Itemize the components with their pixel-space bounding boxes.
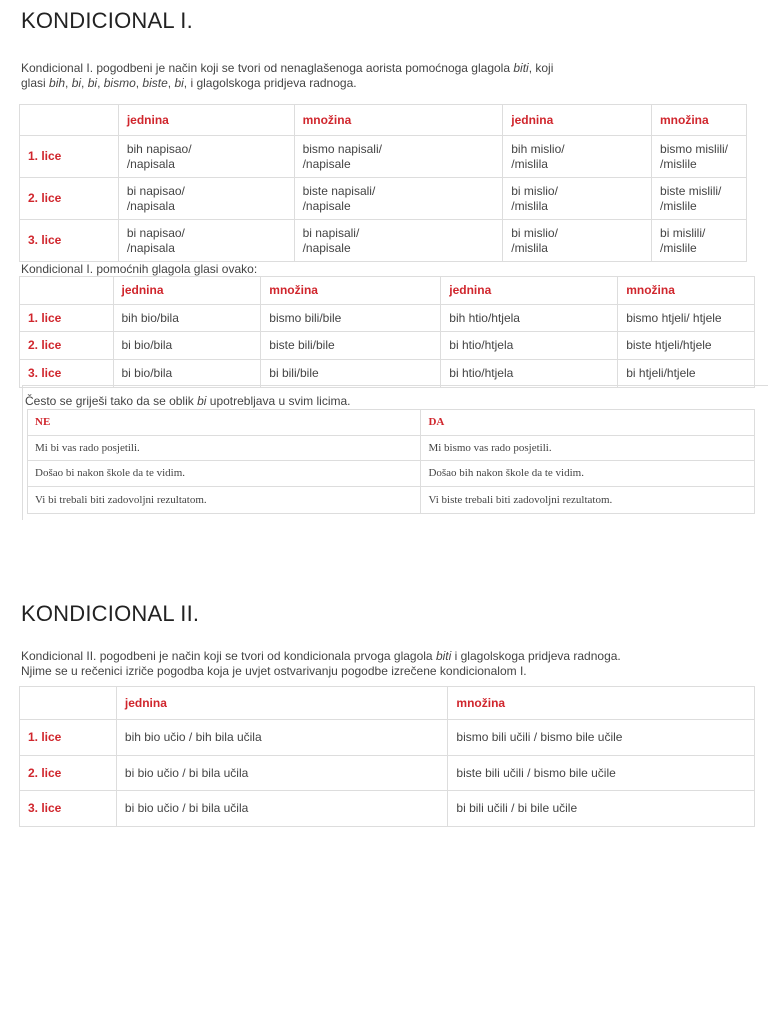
section-title-kondicional-1: KONDICIONAL I. [21, 8, 193, 33]
conjugation-table-biti-htjeti [19, 276, 755, 388]
table-header-row: jednina množina jednina množina [20, 277, 755, 305]
section-title-kondicional-2: KONDICIONAL II. [21, 601, 200, 626]
table-row: Vi bi trebali biti zadovoljni rezultatom. Vi biste trebali biti zadovoljni rezultatom. [28, 487, 755, 514]
table-row: Mi bi vas rado posjetili. Mi bismo vas rado posjetili. [28, 436, 755, 461]
header-mnozina: množina [294, 105, 503, 136]
table-row: 3. lice bi bio/bila bi bili/bile bi htio/htjela bi htjeli/htjele [20, 360, 755, 388]
intro-paragraph-k1: Kondicional I. pogodbeni je način koji se tvori od nenaglašenoga aorista pomoćnoga glagola biti, koji glasi bih, bi, bi, bismo, biste, bi, i glagolskoga pridjeva radnoga. [21, 61, 554, 90]
conjugation-table-kondicional-2 [19, 686, 755, 827]
table-row: 2. lice bi bio učio / bi bila učila biste bili učili / bismo bile učile [20, 756, 755, 791]
conjugation-table-pisati-misliti [19, 104, 747, 262]
intro-paragraph-k2: Kondicional II. pogodbeni je način koji se tvori od kondicionala prvoga glagola biti i glagolskoga pridjeva radnoga. Njime se u rečenici izriče pogodba koja je uvjet ostvarivanju pogodbe izrečene kondicionalom I. [21, 649, 621, 678]
table-row: 2. lice bi napisao/ /napisala biste napisali/ /napisale bi mislio/ /mislila biste mislili/ /mislile [20, 178, 747, 220]
aux-verbs-caption: Kondicional I. pomoćnih glagola glasi ovako: [21, 262, 258, 276]
header-jednina: jednina [503, 105, 652, 136]
table-header-row [28, 410, 755, 436]
table-row: 1. lice bih napisao/ /napisala bismo napisali/ /napisale bih mislio/ /mislila bismo mislili/ /mislile [20, 136, 747, 178]
table-header-row [20, 105, 747, 136]
table-row: 2. lice bi bio/bila biste bili/bile bi htio/htjela biste htjeli/htjele [20, 332, 755, 360]
table-row: 3. lice bi bio učio / bi bila učila bi bili učili / bi bile učile [20, 791, 755, 827]
table-header-row: jednina množina [20, 687, 755, 720]
table-row: Došao bi nakon škole da te vidim. Došao bih nakon škole da te vidim. [28, 461, 755, 487]
header-jednina: jednina [118, 105, 294, 136]
table-row: 1. lice bih bio/bila bismo bili/bile bih htio/htjela bismo htjeli/ htjele [20, 305, 755, 332]
ne-da-examples-table [27, 409, 755, 514]
header-ne: NE [28, 410, 421, 436]
common-mistake-note: Često se griješi tako da se oblik bi upotrebljava u svim licima. [25, 394, 351, 408]
header-mnozina: množina [652, 105, 747, 136]
table-row: 1. lice bih bio učio / bih bila učila bismo bili učili / bismo bile učile [20, 720, 755, 756]
table-row: 3. lice bi napisao/ /napisala bi napisali/ /napisale bi mislio/ /mislila bi mislili/ /mislile [20, 220, 747, 262]
header-da: DA [421, 410, 755, 436]
